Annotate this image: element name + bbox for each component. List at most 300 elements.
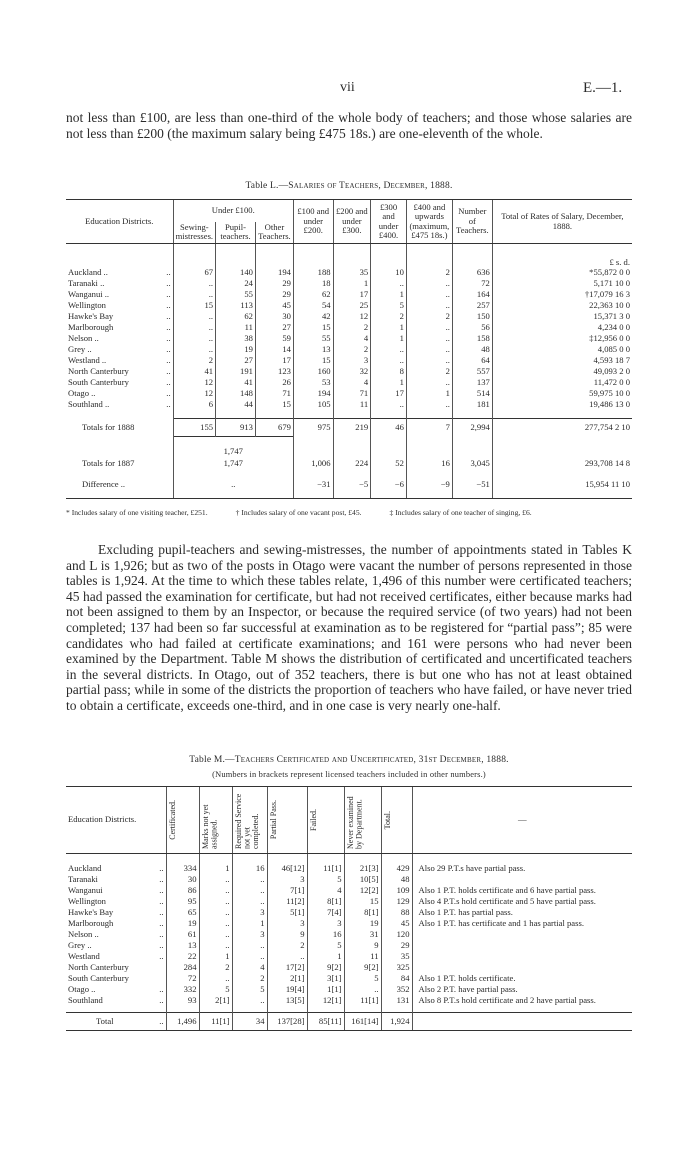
district-name: Taranaki .. .. xyxy=(68,278,171,289)
table-m-title: Table M.—Teachers Certificated and Uncertificated, 31st December, 1888. xyxy=(189,755,509,765)
cell-sew: .. xyxy=(173,345,215,356)
cell-cert: 72 xyxy=(166,974,199,985)
cell-total: 352 xyxy=(381,985,412,996)
table-row xyxy=(66,974,632,985)
cell-a: 62 xyxy=(293,290,333,301)
table-m-subtitle: (Numbers in brackets represent licensed teachers included in other numbers.) xyxy=(212,770,486,779)
cell-sew: 12 xyxy=(173,389,215,400)
cell-cert: 332 xyxy=(166,985,199,996)
m-col-never: Never examined by Department. xyxy=(345,796,363,849)
cell-partial: 5[1] xyxy=(267,908,307,919)
district-name: Westland .. .. xyxy=(68,355,171,366)
cell-total: 48 xyxy=(381,875,412,886)
cell-total: 429 xyxy=(381,864,412,875)
cell-marks: .. xyxy=(199,897,232,908)
cell-sew: 12 xyxy=(173,378,215,389)
cell-num: 64 xyxy=(452,356,492,367)
table-row xyxy=(66,963,632,974)
cell-a: 54 xyxy=(293,301,333,312)
cell-sew: 41 xyxy=(173,367,215,378)
cell-b: 1 xyxy=(333,279,371,290)
cell-never: .. xyxy=(344,985,381,996)
cell-c: 1 xyxy=(371,378,407,389)
cell-c: 1 xyxy=(371,334,407,345)
m-col-total: Total. xyxy=(382,810,392,830)
table-row xyxy=(66,897,632,908)
col-district: Education Districts. xyxy=(66,200,173,244)
cell-num: 164 xyxy=(452,290,492,301)
cell-b: 17 xyxy=(333,290,371,301)
cell-c: 2 xyxy=(371,312,407,323)
document-reference: E.—1. xyxy=(583,80,623,96)
col-100-200: £100 and under £200. xyxy=(293,200,333,244)
cell-total: 5,171 10 0 xyxy=(492,279,632,290)
cell-c: 17 xyxy=(371,389,407,400)
cell-pupil: 148 xyxy=(216,389,256,400)
cell-d: .. xyxy=(406,378,452,389)
table-m-certificated: Education Districts. Certificated. Marks not yet assigned. Required Service not yet completed. Partial Pass. Failed. Never examined by Department. Total. — Auckland .. 334 1 16 46[12] 11[1] 21[3] 429 Also 29 P.T.s have partial pass. Taranaki .. 30 .. .. 3 5 10[5] 48 Wanganui .. 86 .. .. 7[1] 4 12[2] 109 Also 1 P.T. holds certificate and 6 have partial pass. Wellington .. 95 .. .. 11[2] 8[1] 15 129 Also 4 P.T.s hold certificate and 5 have partial pass. Hawke's Bay .. 65 .. 3 5[1] 7[4] 8[1] 88 Also 1 P.T. has partial pass. Marlborough .. 19 .. 1 3 3 19 45 Also 1 P.T. has certificate and 1 has partial pass. Nelson .. .. 61 .. 3 9 16 31 120 Grey .. .. 13 .. .. 2 5 9 29 Westland .. 22 1 .. .. 1 11 35 North Canterbury 284 2 4 17[2] 9[2] 9[2] 325 South Canterbury 72 .. 2 2[1] 3[1] 5 84 Also 1 P.T. holds certificate. Otago .. .. 332 5 5 19[4] 1[1] .. 352 Also 2 P.T. have partial pass. Southland .. 93 2[1] .. 13[5] 12[1] 11[1] 131 Also 8 P.T.s hold certificate and 2 have partial pass. Total .. 1,496 11[1] 34 137[28] 85[11] 161[14] 1,924 xyxy=(66,786,632,1031)
cell-pupil: 191 xyxy=(216,367,256,378)
cell-total: 4,234 0 0 xyxy=(492,323,632,334)
table-row xyxy=(66,301,632,312)
cell-total: 35 xyxy=(381,952,412,963)
cell-num: 514 xyxy=(452,389,492,400)
cell-never: 11[1] xyxy=(344,996,381,1007)
cell-num: 150 xyxy=(452,312,492,323)
cell-total: 22,363 10 0 xyxy=(492,301,632,312)
cell-other: 30 xyxy=(255,312,293,323)
cell-failed: 9[2] xyxy=(307,963,344,974)
cell-cert: 93 xyxy=(166,996,199,1007)
table-row xyxy=(66,389,632,400)
cell-serv: .. xyxy=(232,996,267,1007)
cell-partial: 2[1] xyxy=(267,974,307,985)
cell-a: 15 xyxy=(293,356,333,367)
cell-partial: 46[12] xyxy=(267,864,307,875)
paragraph-intro: not less than £100, are less than one-third of the whole body of teachers; and those whose salaries are not less than £200 (the maximum salary being £475 18s.) are one-eleventh of the whole. xyxy=(66,110,632,141)
district-name: Hawke's Bay .. xyxy=(68,906,164,917)
cell-failed: 3 xyxy=(307,919,344,930)
difference-label: Difference .. xyxy=(66,471,173,499)
cell-pupil: 24 xyxy=(216,279,256,290)
remark: Also 1 P.T. holds certificate and 6 have partial pass. xyxy=(412,886,632,897)
m-col-service: Required Service not yet completed. xyxy=(233,793,260,849)
col-total-salary: Total of Rates of Salary, December, 1888. xyxy=(492,200,632,244)
cell-failed: 11[1] xyxy=(307,864,344,875)
cell-num: 137 xyxy=(452,378,492,389)
cell-serv: 2 xyxy=(232,974,267,985)
cell-c: 8 xyxy=(371,367,407,378)
district-name: Grey .. .. xyxy=(68,939,164,950)
cell-pupil: 62 xyxy=(216,312,256,323)
cell-cert: 22 xyxy=(166,952,199,963)
cell-sew: .. xyxy=(173,279,215,290)
cell-total: 4,593 18 7 xyxy=(492,356,632,367)
cell-b: 71 xyxy=(333,389,371,400)
district-name: Wellington .. xyxy=(68,300,171,311)
cell-total: 131 xyxy=(381,996,412,1007)
cell-serv: 5 xyxy=(232,985,267,996)
cell-pupil: 44 xyxy=(216,400,256,411)
cell-num: 48 xyxy=(452,345,492,356)
cell-marks: .. xyxy=(199,919,232,930)
cell-cert: 334 xyxy=(166,864,199,875)
cell-d: .. xyxy=(406,301,452,312)
cell-sew: 15 xyxy=(173,301,215,312)
cell-failed: 16 xyxy=(307,930,344,941)
m-col-remarks: — xyxy=(412,787,632,854)
cell-c: 1 xyxy=(371,323,407,334)
cell-serv: .. xyxy=(232,941,267,952)
cell-pupil: 140 xyxy=(216,268,256,279)
cell-pupil: 55 xyxy=(216,290,256,301)
m-col-partial: Partial Pass. xyxy=(268,800,278,840)
cell-num: 181 xyxy=(452,400,492,411)
remark xyxy=(412,930,632,941)
cell-marks: .. xyxy=(199,886,232,897)
remark: Also 1 P.T. has partial pass. xyxy=(412,908,632,919)
table-row xyxy=(66,930,632,941)
district-name: Marlborough .. xyxy=(68,917,164,928)
district-name: South Canterbury xyxy=(68,972,129,983)
remark: Also 1 P.T. holds certificate. xyxy=(412,974,632,985)
cell-b: 12 xyxy=(333,312,371,323)
district-name: South Canterbury .. xyxy=(68,377,171,388)
cell-sew: .. xyxy=(173,323,215,334)
cell-partial: 17[2] xyxy=(267,963,307,974)
cell-d: .. xyxy=(406,345,452,356)
cell-a: 42 xyxy=(293,312,333,323)
cell-partial: 7[1] xyxy=(267,886,307,897)
table-row xyxy=(66,875,632,886)
cell-never: 5 xyxy=(344,974,381,985)
cell-sew: 6 xyxy=(173,400,215,411)
cell-never: 12[2] xyxy=(344,886,381,897)
cell-marks: 1 xyxy=(199,864,232,875)
cell-failed: 4 xyxy=(307,886,344,897)
cell-other: 29 xyxy=(255,290,293,301)
cell-d: .. xyxy=(406,279,452,290)
district-name: Grey .. .. xyxy=(68,344,171,355)
cell-b: 2 xyxy=(333,345,371,356)
remark: Also 1 P.T. has certificate and 1 has partial pass. xyxy=(412,919,632,930)
cell-b: 2 xyxy=(333,323,371,334)
cell-cert: 13 xyxy=(166,941,199,952)
cell-failed: 8[1] xyxy=(307,897,344,908)
cell-b: 35 xyxy=(333,268,371,279)
table-row xyxy=(66,356,632,367)
col-number: Number of Teachers. xyxy=(452,200,492,244)
cell-b: 3 xyxy=(333,356,371,367)
remark: Also 8 P.T.s hold certificate and 2 have partial pass. xyxy=(412,996,632,1007)
cell-total: 109 xyxy=(381,886,412,897)
district-name: Auckland .. .. xyxy=(68,267,171,278)
cell-num: 257 xyxy=(452,301,492,312)
cell-a: 105 xyxy=(293,400,333,411)
cell-total: 84 xyxy=(381,974,412,985)
cell-d: 1 xyxy=(406,389,452,400)
cell-marks: 5 xyxy=(199,985,232,996)
cell-c: .. xyxy=(371,356,407,367)
cell-serv: .. xyxy=(232,875,267,886)
cell-sew: .. xyxy=(173,290,215,301)
table-row xyxy=(66,312,632,323)
cell-a: 55 xyxy=(293,334,333,345)
remark: Also 4 P.T.s hold certificate and 5 have partial pass. xyxy=(412,897,632,908)
table-l-title: Table L.—Salaries of Teachers, December, 1888. xyxy=(245,181,453,191)
cell-d: .. xyxy=(406,356,452,367)
cell-total: ‡12,956 0 0 xyxy=(492,334,632,345)
cell-a: 13 xyxy=(293,345,333,356)
totals-1888-label: Totals for 1888 xyxy=(82,421,135,432)
cell-d: .. xyxy=(406,323,452,334)
district-name: Wanganui .. xyxy=(68,884,164,895)
cell-partial: 3 xyxy=(267,875,307,886)
cell-d: 2 xyxy=(406,268,452,279)
cell-serv: .. xyxy=(232,897,267,908)
cell-partial: 3 xyxy=(267,919,307,930)
district-name: North Canterbury .. xyxy=(68,366,171,377)
cell-num: 56 xyxy=(452,323,492,334)
remark xyxy=(412,875,632,886)
cell-partial: .. xyxy=(267,952,307,963)
cell-serv: .. xyxy=(232,952,267,963)
table-row xyxy=(66,400,632,411)
totals-1888-combined: 1,747 xyxy=(173,437,293,457)
table-l-footnotes: * Includes salary of one visiting teacher, £251. † Includes salary of one vacant post, £45. ‡ Includes salary of one teacher of singing, £6. xyxy=(66,508,532,517)
cell-marks: .. xyxy=(199,941,232,952)
cell-partial: 13[5] xyxy=(267,996,307,1007)
cell-other: 17 xyxy=(255,356,293,367)
table-row xyxy=(66,323,632,334)
cell-num: 557 xyxy=(452,367,492,378)
cell-sew: 67 xyxy=(173,268,215,279)
cell-cert: 61 xyxy=(166,930,199,941)
cell-pupil: 11 xyxy=(216,323,256,334)
m-col-marks: Marks not yet assigned. xyxy=(200,804,218,849)
table-row xyxy=(66,864,632,875)
cell-a: 15 xyxy=(293,323,333,334)
remark: Also 29 P.T.s have partial pass. xyxy=(412,864,632,875)
cell-serv: 3 xyxy=(232,930,267,941)
table-l-salaries: Education Districts. Under £100. £100 and under £200. £200 and under £300. £300 and under £400. £400 and upwards (maximum, £475 18s.) Number of Teachers. Total of Rates of Salary, December, 1888. Sewing-mistresses. Pupil-teachers. Other Teachers. £ s. d. Auckland .. .. 67 140 194 188 35 10 2 636 *55,872 0 0 Taranaki .. .. .. 24 29 18 1 .. .. 72 5,171 10 0 Wanganui .. .. .. 55 29 62 17 1 .. 164 †17,079 16 3 Wellington .. 15 113 45 54 25 5 .. 257 22,363 10 0 Hawke's Bay .. .. 62 30 42 12 2 2 150 15,371 3 0 Marlborough .. .. 11 27 15 2 1 .. 56 4,234 0 0 Nelson .. .. .. 38 59 55 4 1 .. 158 ‡12,956 0 0 Grey .. .. .. 19 14 13 2 .. .. 48 4,085 0 0 Westland .. .. 2 27 17 15 3 .. .. 64 4,593 18 7 North Canterbury .. 41 191 123 160 32 8 2 557 49,093 2 0 South Canterbury .. 12 41 26 53 4 1 .. 137 11,472 0 0 Otago .. .. 12 148 71 194 71 17 1 514 59,975 10 0 Southland .. .. 6 44 15 105 11 .. .. 181 19,486 13 0 Totals for 1888 155 913 679 975 219 46 7 2,994 277,754 2 10 1,747 Totals for 1887 1,747 1,006 224 52 16 3,045 293,708 14 8 Difference .. .. −31 −5 −6 −9 −51 15,954 11 10 xyxy=(66,199,632,499)
cell-never: 31 xyxy=(344,930,381,941)
col-other: Other Teachers. xyxy=(255,222,293,244)
money-units: £ s. d. xyxy=(492,244,632,268)
district-name: North Canterbury xyxy=(68,961,129,972)
table-row xyxy=(66,985,632,996)
district-name: Nelson .. .. xyxy=(68,333,171,344)
cell-never: 9 xyxy=(344,941,381,952)
cell-pupil: 19 xyxy=(216,345,256,356)
cell-partial: 9 xyxy=(267,930,307,941)
cell-failed: 1 xyxy=(307,952,344,963)
cell-a: 53 xyxy=(293,378,333,389)
table-row xyxy=(66,279,632,290)
cell-total: 325 xyxy=(381,963,412,974)
cell-failed: 5 xyxy=(307,941,344,952)
cell-failed: 12[1] xyxy=(307,996,344,1007)
cell-a: 18 xyxy=(293,279,333,290)
cell-num: 636 xyxy=(452,268,492,279)
cell-never: 9[2] xyxy=(344,963,381,974)
cell-other: 71 xyxy=(255,389,293,400)
table-row xyxy=(66,378,632,389)
cell-c: 1 xyxy=(371,290,407,301)
cell-failed: 3[1] xyxy=(307,974,344,985)
cell-cert: 65 xyxy=(166,908,199,919)
district-name: Taranaki .. xyxy=(68,873,164,884)
table-row xyxy=(66,290,632,301)
district-name: Southland .. .. xyxy=(68,399,171,410)
table-row xyxy=(66,345,632,356)
cell-partial: 19[4] xyxy=(267,985,307,996)
cell-total: *55,872 0 0 xyxy=(492,268,632,279)
district-name: Marlborough .. xyxy=(68,322,171,333)
cell-d: 2 xyxy=(406,312,452,323)
cell-num: 158 xyxy=(452,334,492,345)
cell-d: 2 xyxy=(406,367,452,378)
cell-serv: .. xyxy=(232,886,267,897)
m-total-label: Total .. xyxy=(66,1013,166,1031)
cell-a: 188 xyxy=(293,268,333,279)
col-400-up: £400 and upwards (maximum, £475 18s.) xyxy=(406,200,452,244)
cell-marks: 1 xyxy=(199,952,232,963)
cell-total: 19,486 13 0 xyxy=(492,400,632,411)
cell-cert: 95 xyxy=(166,897,199,908)
page-number: vii xyxy=(340,80,355,95)
cell-marks: .. xyxy=(199,875,232,886)
cell-c: 5 xyxy=(371,301,407,312)
district-name: Nelson .. .. xyxy=(68,928,164,939)
cell-total: 129 xyxy=(381,897,412,908)
cell-d: .. xyxy=(406,400,452,411)
cell-serv: 4 xyxy=(232,963,267,974)
cell-pupil: 41 xyxy=(216,378,256,389)
totals-1887-label: Totals for 1887 xyxy=(82,457,135,468)
table-row xyxy=(66,941,632,952)
cell-sew: 2 xyxy=(173,356,215,367)
cell-marks: 2[1] xyxy=(199,996,232,1007)
district-name: Wanganui .. .. xyxy=(68,289,171,300)
district-name: Otago .. .. xyxy=(68,388,171,399)
col-300-400: £300 and under £400. xyxy=(371,200,407,244)
cell-partial: 2 xyxy=(267,941,307,952)
remark xyxy=(412,952,632,963)
cell-serv: 16 xyxy=(232,864,267,875)
cell-marks: 2 xyxy=(199,963,232,974)
table-row xyxy=(66,996,632,1007)
district-name: Hawke's Bay .. xyxy=(68,311,171,322)
table-row xyxy=(66,886,632,897)
m-col-certificated: Certificated. xyxy=(167,800,177,840)
cell-other: 45 xyxy=(255,301,293,312)
cell-other: 14 xyxy=(255,345,293,356)
m-col-failed: Failed. xyxy=(308,809,318,831)
paragraph-main: Excluding pupil-teachers and sewing-mistresses, the number of appointments stated in Tables K and L is 1,926; but as two of the posts in Otago were vacant the number of persons represented in those tables is 1,924. At the time to which these tables relate, 1,496 of this number were certificated teachers; 45 had passed the examination for certificate, but had not received certificates, either because marks had not been assigned to them by an Inspector, or because the required service (of two years) had not been completed; 137 had been so far successful at examination as to be registered for “partial pass”; 85 were candidates who had failed at certificate examinations; and 161 were persons who had never been examined by the Department. Table M shows the distribution of certificated and uncertificated teachers in the several districts. In Otago, out of 352 teachers, there is but one who has not at least obtained partial pass; while in some of the districts the proportion of teachers who have failed, or have never tried to obtain a certificate, exceeds one-third, and in one case is very nearly one-half. xyxy=(66,542,632,713)
cell-cert: 19 xyxy=(166,919,199,930)
cell-cert: 284 xyxy=(166,963,199,974)
cell-total: 88 xyxy=(381,908,412,919)
cell-total: 15,371 3 0 xyxy=(492,312,632,323)
cell-cert: 30 xyxy=(166,875,199,886)
cell-b: 4 xyxy=(333,378,371,389)
cell-a: 194 xyxy=(293,389,333,400)
cell-total: †17,079 16 3 xyxy=(492,290,632,301)
cell-other: 123 xyxy=(255,367,293,378)
cell-marks: .. xyxy=(199,930,232,941)
cell-a: 160 xyxy=(293,367,333,378)
cell-never: 21[3] xyxy=(344,864,381,875)
cell-c: .. xyxy=(371,345,407,356)
cell-never: 15 xyxy=(344,897,381,908)
cell-c: 10 xyxy=(371,268,407,279)
cell-pupil: 27 xyxy=(216,356,256,367)
cell-total: 29 xyxy=(381,941,412,952)
cell-never: 11 xyxy=(344,952,381,963)
table-row xyxy=(66,268,632,279)
col-sewing: Sewing-mistresses. xyxy=(173,222,215,244)
cell-d: .. xyxy=(406,290,452,301)
cell-c: .. xyxy=(371,400,407,411)
table-row xyxy=(66,908,632,919)
remark: Also 2 P.T. have partial pass. xyxy=(412,985,632,996)
m-col-district: Education Districts. xyxy=(66,787,166,854)
cell-other: 26 xyxy=(255,378,293,389)
cell-total: 45 xyxy=(381,919,412,930)
cell-failed: 5 xyxy=(307,875,344,886)
table-row xyxy=(66,367,632,378)
cell-d: .. xyxy=(406,334,452,345)
cell-serv: 3 xyxy=(232,908,267,919)
cell-partial: 11[2] xyxy=(267,897,307,908)
cell-failed: 1[1] xyxy=(307,985,344,996)
cell-sew: .. xyxy=(173,334,215,345)
remark xyxy=(412,941,632,952)
cell-total: 4,085 0 0 xyxy=(492,345,632,356)
cell-num: 72 xyxy=(452,279,492,290)
district-name: Westland .. xyxy=(68,950,164,961)
cell-b: 11 xyxy=(333,400,371,411)
cell-pupil: 113 xyxy=(216,301,256,312)
cell-other: 29 xyxy=(255,279,293,290)
cell-never: 19 xyxy=(344,919,381,930)
cell-b: 32 xyxy=(333,367,371,378)
table-row xyxy=(66,952,632,963)
remark xyxy=(412,963,632,974)
col-under-100: Under £100. xyxy=(173,200,293,222)
table-row xyxy=(66,919,632,930)
cell-total: 49,093 2 0 xyxy=(492,367,632,378)
cell-other: 15 xyxy=(255,400,293,411)
district-name: Southland .. xyxy=(68,994,164,1005)
district-name: Auckland .. xyxy=(68,862,164,873)
cell-pupil: 38 xyxy=(216,334,256,345)
cell-total: 11,472 0 0 xyxy=(492,378,632,389)
cell-never: 10[5] xyxy=(344,875,381,886)
district-name: Otago .. .. xyxy=(68,983,164,994)
cell-marks: .. xyxy=(199,974,232,985)
cell-c: .. xyxy=(371,279,407,290)
cell-total: 59,975 10 0 xyxy=(492,389,632,400)
cell-other: 59 xyxy=(255,334,293,345)
cell-other: 27 xyxy=(255,323,293,334)
cell-b: 25 xyxy=(333,301,371,312)
cell-marks: .. xyxy=(199,908,232,919)
cell-other: 194 xyxy=(255,268,293,279)
col-200-300: £200 and under £300. xyxy=(333,200,371,244)
col-pupil: Pupil-teachers. xyxy=(216,222,256,244)
